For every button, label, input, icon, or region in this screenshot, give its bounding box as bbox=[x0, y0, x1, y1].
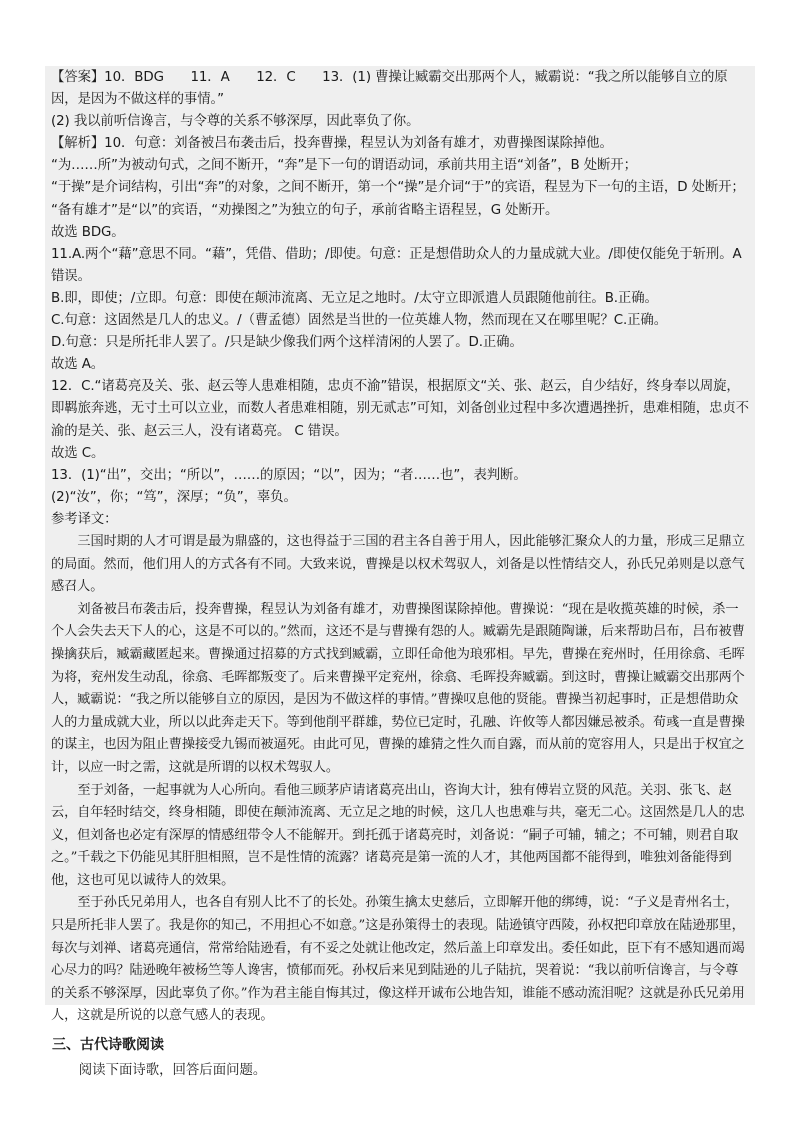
answer-line: 【答案】10．BDG 11．A 12．C 13．(1) 曹操让臧霸交出那两个人，臧霸说：“我之所以能够自立的原因，是因为不做这样的事情。” bbox=[51, 70, 728, 108]
section-instruction: 阅读下面诗歌，回答后面问题。 bbox=[78, 1063, 267, 1078]
translation-paragraph: 刘备被吕布袭击后，投奔曹操，程昱认为刘备有雄才，劝曹操图谋除掉他。曹操说：“现在是收揽英雄的时候，杀一个人会失去天下人的心，这是不可以的。”然而，这还不是与曹操有怨的人。臧霸先是跟随陶谦，后来帮助吕布，吕布被曹操擒获后，臧霸藏匿起来。曹操通过招募的方式找到臧霸，立即任命他为琅邪相。早先，曹操在兖州时，任用徐翕、毛晖为将，兖州发生动乱，徐翕、毛晖都叛变了。后来曹操平定兖州，徐翕、毛晖投奔臧霸。到这时，曹操让臧霸交出那两个人，臧霸说：“我之所以能够自立的原因，是因为不做这样的事情。”曹操叹息他的贤能。曹操当初起事时，正是想借助众人的力量成就大业，所以以此奔走天下。等到他削平群雄，势位已定时，孔融、许攸等人都因嫌忌被杀。荀彧一直是曹操的谋主，也因为阻止曹操接受九锡而被逼死。由此可见，曹操的雄猜之性久而自露，而从前的宽容用人，只是出于权宜之计，以应一时之需，这就是所谓的以权术驾驭人。 bbox=[51, 601, 745, 775]
analysis-line: C.句意：这固然是几人的忠义。/（曹孟德）固然是当世的一位英雄人物，然而现在又在哪里呢？C.正确。 bbox=[51, 313, 668, 329]
answer-line: (2) 我以前听信谗言，与令尊的关系不够深厚，因此辜负了你。 bbox=[51, 114, 420, 130]
translation-paragraph: 三国时期的人才可谓是最为鼎盛的，这也得益于三国的君主各自善于用人，因此能够汇聚众人的力量，形成三足鼎立的局面。然而，他们用人的方式各有不同。大致来说，曹操是以权术驾驭人，刘备是以性情结交人，孙氏兄弟则是以意气感召人。 bbox=[51, 533, 745, 595]
analysis-line: D.句意：只是所托非人罢了。/只是缺少像我们两个这样清闲的人罢了。D.正确。 bbox=[51, 335, 523, 351]
analysis-line: “备有雄才”是“以”的宾语，“劝操图之”为独立的句子，承前省略主语程昱，G 处断开。 bbox=[51, 202, 559, 218]
analysis-line: 故选 BDG。 bbox=[51, 224, 125, 240]
section-heading: 三、古代诗歌阅读 bbox=[52, 1037, 164, 1053]
answer-analysis-block bbox=[45, 66, 755, 1024]
analysis-line: 13．(1)“出”，交出；“所以”，……的原因；“以”，因为；“者……也”，表判断。 bbox=[51, 467, 527, 483]
analysis-line: 参考译文： bbox=[51, 511, 118, 527]
analysis-line: 12．C.“诸葛亮及关、张、赵云等人患难相随，忠贞不渝”错误，根据原文“关、张、赵云，自少结好，终身奉以周旋，即羁旅奔逃，无寸土可以立业，而数人者患难相随，别无贰志”可知，刘备创业过程中多次遭遇挫折，患难相随，忠贞不渝的是关、张、赵云三人，没有诸葛亮。 C 错误。 bbox=[51, 379, 749, 439]
analysis-line: 11.A.两个“藉”意思不同。“藉”，凭借、借助；/即使。句意：正是想借助众人的力量成就大业。/即使仅能免于斩刑。A 错误。 bbox=[51, 246, 742, 284]
translation-paragraph: 至于刘备，一起事就为人心所向。看他三顾茅庐请诸葛亮出山，咨询大计，独有傅岩立贤的风范。关羽、张飞、赵云，自年轻时结交，终身相随，即使在颠沛流离、无立足之地的时候，这几人也患难与共，毫无二心。这固然是几人的忠义，但刘备也必定有深厚的情感纽带令人不能解开。到托孤于诸葛亮时，刘备说：“嗣子可辅，辅之；不可辅，则君自取之。”千载之下仍能见其肝胆相照，岂不是性情的流露？诸葛亮是第一流的人才，其他两国都不能得到，唯独刘备能得到他，这也可见以诚待人的效果。 bbox=[51, 782, 745, 888]
analysis-line: 【解析】10．句意：刘备被吕布袭击后，投奔曹操，程昱认为刘备有雄才，劝曹操图谋除掉他。 bbox=[51, 136, 613, 152]
translation-paragraph: 至于孙氏兄弟用人，也各自有别人比不了的长处。孙策生擒太史慈后，立即解开他的绑缚，说：“子义是青州名士，只是所托非人罢了。我是你的知己，不用担心不如意。”这是孙策得士的表现。陆逊镇守西陵，孙权把印章放在陆逊那里，每次与刘禅、诸葛亮通信，常常给陆逊看，有不妥之处就让他改定，然后盖上印章发出。委任如此，臣下有不感知遇而竭心尽力的吗？陆逊晚年被杨竺等人谗害，愤郁而死。孙权后来见到陆逊的儿子陆抗，哭着说：“我以前听信谗言，与令尊的关系不够深厚，因此辜负了你。”作为君主能自悔其过，像这样开诚布公地告知，谁能不感动流泪呢？这就是孙氏兄弟用人，这就是所说的以意气感人的表现。 bbox=[51, 895, 745, 1024]
analysis-line: 故选 A。 bbox=[51, 357, 105, 373]
analysis-line: 故选 C。 bbox=[51, 445, 105, 461]
analysis-line: (2)“汝”，你；“笃”，深厚；“负”，辜负。 bbox=[51, 489, 297, 505]
analysis-line: B.即，即使；/立即。句意：即使在颠沛流离、无立足之地时。/太守立即派遣人员跟随他前往。B.正确。 bbox=[51, 290, 658, 306]
analysis-line: “于操”是介词结构，引出“奔”的对象，之间不断开，第一个“操”是介词“于”的宾语，程昱为下一句的主语，D 处断开； bbox=[51, 180, 745, 196]
analysis-line: “为……所”为被动句式，之间不断开，“奔”是下一句的谓语动词，承前共用主语“刘备”，B 处断开； bbox=[51, 158, 637, 174]
